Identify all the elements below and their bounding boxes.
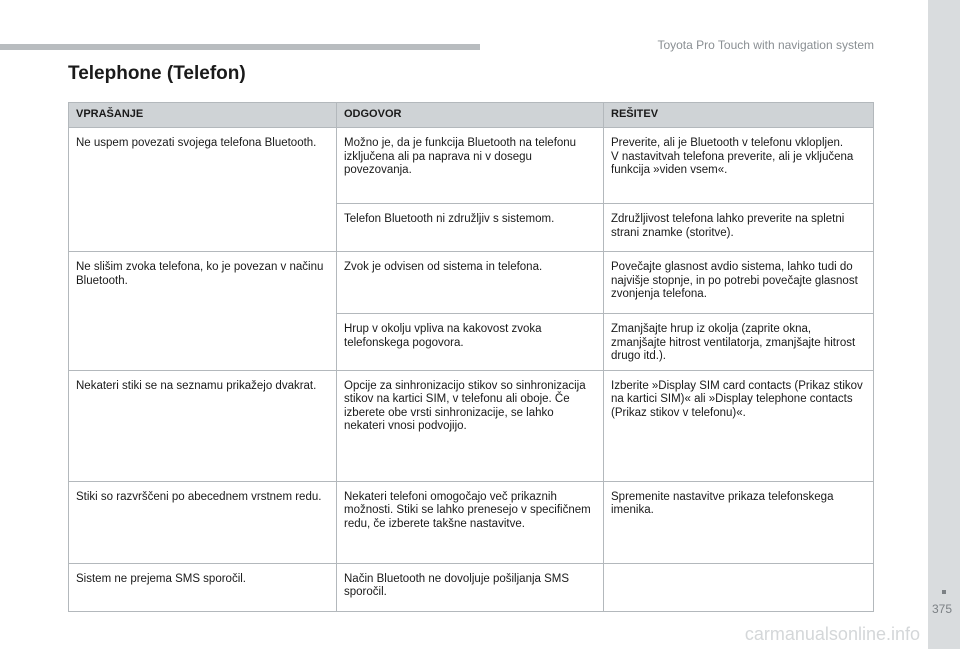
page-number: 375 (931, 602, 953, 616)
question-cell: Ne slišim zvoka telefona, ko je povezan v načinu Bluetooth. (69, 252, 337, 371)
header-resitev: REŠITEV (604, 103, 874, 128)
answer-cell: Telefon Bluetooth ni združljiv s sistemom. (337, 204, 604, 252)
header-odgovor: ODGOVOR (337, 103, 604, 128)
answer-cell: Zvok je odvisen od sistema in telefona. (337, 252, 604, 314)
solution-cell: Združljivost telefona lahko preverite na spletni strani znamke (storitve). (604, 204, 874, 252)
solution-cell: Povečajte glasnost avdio sistema, lahko tudi do najvišje stopnje, in po potrebi povečajte glasnost zvonjenja telefona. (604, 252, 874, 314)
solution-cell: Preverite, ali je Bluetooth v telefonu vklopljen. V nastavitvah telefona preverite, ali je vključena funkcija »viden vsem«. (604, 128, 874, 204)
page-title: Telephone (Telefon) (68, 63, 246, 84)
answer-cell: Opcije za sinhronizacijo stikov so sinhronizacija stikov na kartici SIM, v telefonu ali oboje. Če izberete obe vrsti sinhronizacije, se lahko nekateri vnosi podvojijo. (337, 370, 604, 481)
solution-cell: Spremenite nastavitve prikaza telefonskega imenika. (604, 481, 874, 563)
running-header: Toyota Pro Touch with navigation system (657, 38, 874, 52)
watermark: carmanualsonline.info (744, 624, 920, 644)
answer-cell: Nekateri telefoni omogočajo več prikaznih možnosti. Stiki se lahko prenesejo v specifičnem redu, če izberete takšne nastavitve. (337, 481, 604, 563)
troubleshooting-table (68, 102, 874, 612)
question-cell: Ne uspem povezati svojega telefona Bluetooth. (69, 128, 337, 252)
answer-cell: Hrup v okolju vpliva na kakovost zvoka telefonskega pogovora. (337, 314, 604, 371)
solution-cell: Izberite »Display SIM card contacts (Prikaz stikov na kartici SIM)« ali »Display telephone contacts (Prikaz stikov v telefonu)«. (604, 370, 874, 481)
table-row (69, 481, 874, 563)
answer-cell: Način Bluetooth ne dovoljuje pošiljanja SMS sporočil. (337, 563, 604, 611)
solution-cell: Zmanjšajte hrup iz okolja (zaprite okna, zmanjšajte hitrost ventilatorja, zmanjšajte hitrost drugo itd.). (604, 314, 874, 371)
question-cell: Sistem ne prejema SMS sporočil. (69, 563, 337, 611)
page-marker-dot (942, 590, 946, 594)
table-row (69, 370, 874, 481)
header-rule (0, 44, 480, 50)
table-row (69, 563, 874, 611)
table-row (69, 252, 874, 314)
solution-cell (604, 563, 874, 611)
question-cell: Nekateri stiki se na seznamu prikažejo dvakrat. (69, 370, 337, 481)
answer-cell: Možno je, da je funkcija Bluetooth na telefonu izključena ali pa naprava ni v dosegu povezovanja. (337, 128, 604, 204)
header-vprasanje: VPRAŠANJE (69, 103, 337, 128)
table-header-row (69, 103, 874, 128)
table-row (69, 128, 874, 204)
page-edge-strip (928, 0, 960, 649)
question-cell: Stiki so razvrščeni po abecednem vrstnem redu. (69, 481, 337, 563)
